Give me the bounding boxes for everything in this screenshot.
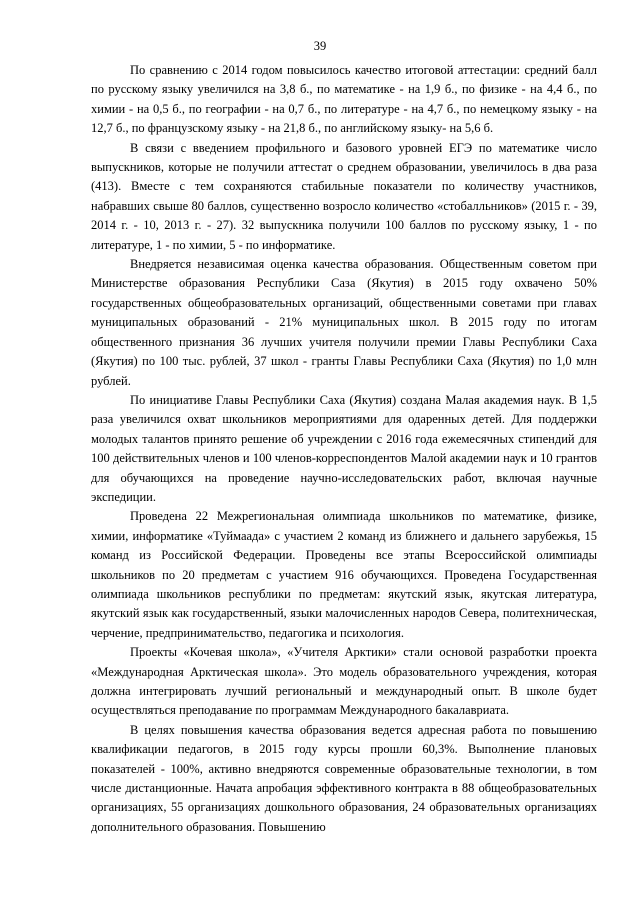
paragraph-math-exam-levels: В связи с введением профильного и базового уровней ЕГЭ по математике число выпускников, которые не получили аттестат о среднем образовании, увеличилось в два раза (413). Вместе с тем сохраняются стабильные показатели по количеству участников, набравших свыше 80 баллов, существенно возросло количество «стобалльников» (2015 г. - 39, 2014 г. - 10, 2013 г. - 27). 32 выпускника получили 100 баллов по русскому языку, 1 - по литературе, 1 - по химии, 5 - по информатике. — [91, 140, 597, 252]
page-number: 39 — [313, 39, 327, 53]
paragraph-independent-assessment: Внедряется независимая оценка качества образования. Общественным советом при Министерстве образования Республики Саза (Якутия) в 2015 году охвачено 50% государственных общеобразовательных организаций, общественными советами при главах муниципальных образований - 21% муниципальных школ. В 2015 году по итогам общественного признания 36 лучших учителя получили премии Главы Республики Саха (Якутия) по 100 тыс. рублей, 37 школ - гранты Главы Республики Саха (Якутия) по 1,0 млн рублей. — [91, 257, 597, 388]
paragraph-olympiads: Проведена 22 Межрегиональная олимпиада школьников по математике, физике, химии, информатике «Туймаада» с участием 2 команд из ближнего и дальнего зарубежья, 15 команд из Российской Федерации. Проведены все этапы Всероссийской олимпиады школьников по 20 предметам с участием 916 обучающихся. Проведена Государственная олимпиада школьников республики по предметам: якутский язык, якутская литература, якутский язык как государственный, языки малочисленных народов Севера, политехническая, черчение, предпринимательство, педагогика и психология. — [91, 509, 597, 640]
document-body — [91, 61, 597, 837]
paragraph-final-attestation: По сравнению с 2014 годом повысилось качество итоговой аттестации: средний балл по русскому языку увеличился на 3,8 б., по математике - на 1,9 б., по физике - на 4,4 б., по химии - на 0,5 б., по географии - на 0,7 б., по литературе - на 4,7 б., по немецкому языку - на 12,7 б., по французскому языку - на 21,8 б., по английскому языку- на 5,6 б. — [91, 63, 597, 136]
paragraph-small-academy: По инициативе Главы Республики Саха (Якутия) создана Малая академия наук. В 1,5 раза увеличился охват школьников мероприятиями для одаренных детей. Для поддержки молодых талантов принято решение об учреждении с 2016 года ежемесячных стипендий для 100 действительных членов и 100 членов-корреспондентов Малой академии наук и 10 грантов для обучающихся на проведение научно-исследовательских работ, включая научные экспедиции. — [91, 392, 597, 504]
paragraph-teacher-qualification: В целях повышения качества образования ведется адресная работа по повышению квалификации педагогов, в 2015 году курсы прошли 60,3%. Выполнение плановых показателей - 100%, активно внедряются современные образовательные технологии, в том числе дистанционные. Начата апробация эффективного контракта в 88 общеобразовательных организациях, 55 организациях дошкольного образования, 24 образовательных организациях дополнительного образования. Повышению — [91, 722, 597, 834]
paragraph-arctic-school: Проекты «Кочевая школа», «Учителя Арктики» стали основой разработки проекта «Международная Арктическая школа». Это модель образовательного учреждения, которая должна интегрировать лучший региональный и международный опыт. В школе будет осуществляться преподавание по программам Международного бакалавриата. — [91, 645, 597, 718]
